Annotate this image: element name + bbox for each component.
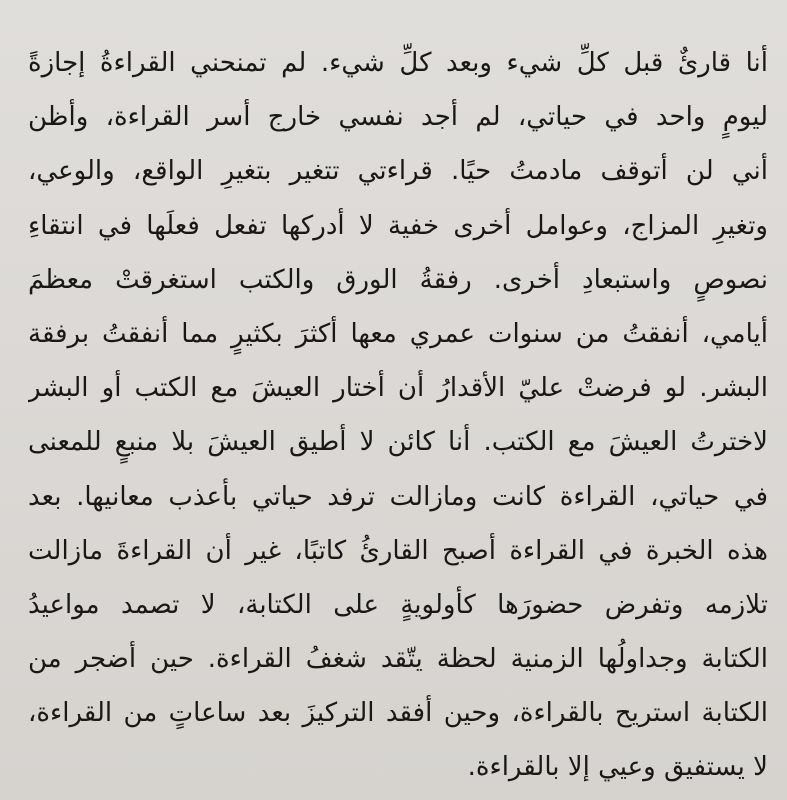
- paragraph-line: أني لن أتوقف مادمتُ حيًا. قراءتي تتغير بتغيرِ الواقع، والوعي،: [28, 156, 768, 187]
- paragraph-line: البشر. لو فرضتْ عليّ الأقدارُ أن أختار العيشَ مع الكتب أو البشر: [28, 373, 768, 404]
- paragraph-line: الكتابة استريح بالقراءة، وحين أفقد التركيزَ بعد ساعاتٍ من القراءة،: [28, 698, 768, 729]
- paragraph-line: أيامي، أنفقتُ من سنوات عمري معها أكثرَ بكثيرٍ مما أنفقتُ برفقة: [28, 318, 768, 349]
- paragraph-line: ليومٍ واحد في حياتي، لم أجد نفسي خارج أسر القراءة، وأظن: [28, 102, 768, 133]
- paragraph-line: نصوصٍ واستبعادِ أخرى. رفقةُ الورق والكتب استغرقتْ معظمَ: [28, 264, 768, 295]
- paragraph-line: لا يستفيق وعيي إلا بالقراءة.: [467, 752, 768, 783]
- paragraph-line: لاخترتُ العيشَ مع الكتب. أنا كائن لا أطيق العيشَ بلا منبعٍ للمعنى: [28, 427, 768, 458]
- paragraph-line: الكتابة وجداولُها الزمنية لحظة يتّقد شغفُ القراءة. حين أضجر من: [28, 644, 768, 675]
- paragraph-line: هذه الخبرة في القراءة أصبح القارئُ كاتبًا، غير أن القراءةَ مازالت: [28, 535, 768, 566]
- paragraph-line: أنا قارئٌ قبل كلِّ شيء وبعد كلِّ شيء. لم تمنحني القراءةُ إجازةً: [28, 48, 768, 78]
- paragraph-line: وتغيرِ المزاج، وعوامل أخرى خفية لا أدركها تفعل فعلَها في انتقاءِ: [28, 210, 768, 241]
- arabic-paragraph: [28, 36, 768, 795]
- paragraph-line: في حياتي، القراءة كانت ومازالت ترفد حياتي بأعذب معانيها. بعد: [28, 481, 768, 512]
- paragraph-line: تلازمه وتفرض حضورَها كأولويةٍ على الكتابة، لا تصمد مواعيدُ: [28, 589, 768, 620]
